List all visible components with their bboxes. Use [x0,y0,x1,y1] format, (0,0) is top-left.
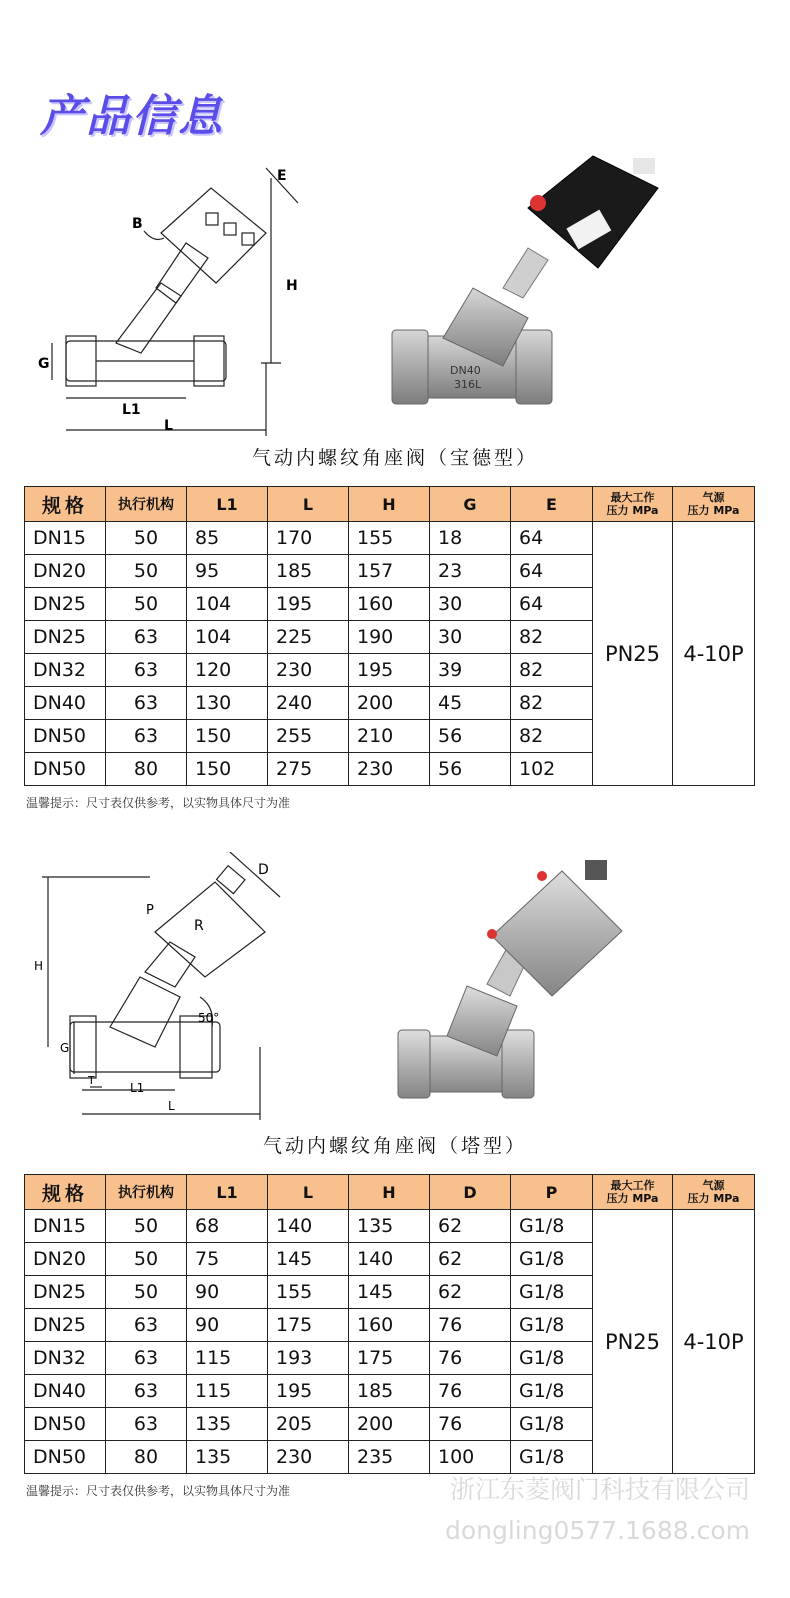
table-cell: DN25 [25,621,106,654]
table-cell: 76 [430,1342,511,1375]
table-cell: 63 [106,654,187,687]
table-cell: 82 [511,687,593,720]
header-spec: 规格 [25,487,106,522]
table-cell: 130 [187,687,268,720]
table-cell: 63 [106,1375,187,1408]
table-cell: 95 [187,555,268,588]
header-l1: L1 [187,487,268,522]
table-cell: 82 [511,654,593,687]
table-cell: 62 [430,1210,511,1243]
dim-label-d: D [258,862,269,878]
table-cell: 200 [349,1408,430,1441]
table-cell: 76 [430,1309,511,1342]
header-h: H [349,1175,430,1210]
table-cell: 140 [349,1243,430,1276]
table-cell: 115 [187,1342,268,1375]
table-cell: 240 [268,687,349,720]
dim-label-angle: 50° [198,1011,220,1025]
table-header-row [25,1175,755,1210]
table-cell: 45 [430,687,511,720]
table-cell: 56 [430,720,511,753]
header-max-pressure: 最大工作 压力 MPa [593,1175,673,1210]
table-cell: DN50 [25,1441,106,1474]
table-cell: 90 [187,1276,268,1309]
photo-marking-2: 316L [454,378,482,391]
table-cell: 160 [349,588,430,621]
header-actuator: 执行机构 [106,1175,187,1210]
dim-label-r: R [194,918,204,934]
table-cell: 255 [268,720,349,753]
table-cell: 205 [268,1408,349,1441]
table-cell: 150 [187,753,268,786]
table-cell: 115 [187,1375,268,1408]
table-cell: 170 [268,522,349,555]
table-cell: G1/8 [511,1210,593,1243]
header-h: H [349,487,430,522]
table-cell: 100 [430,1441,511,1474]
table-row [25,1210,755,1243]
photo-marking-1: DN40 [450,364,481,377]
spec-table-2 [24,1174,755,1474]
table-cell: DN32 [25,654,106,687]
table-cell: 82 [511,621,593,654]
table-cell: 30 [430,621,511,654]
valve-photo-2 [392,856,642,1106]
dim-label-l: L [164,418,173,434]
dim-label-l1: L1 [130,1081,145,1095]
table-cell: 193 [268,1342,349,1375]
table-cell: DN25 [25,588,106,621]
table-cell: 185 [268,555,349,588]
table-cell: 104 [187,621,268,654]
dim-label-t: T [88,1074,95,1087]
table-cell: 63 [106,1309,187,1342]
table-cell: 195 [268,588,349,621]
table-cell: DN15 [25,522,106,555]
table-cell: G1/8 [511,1408,593,1441]
table-cell: DN50 [25,1408,106,1441]
table-cell: 18 [430,522,511,555]
table-cell: 68 [187,1210,268,1243]
dim-label-l: L [168,1099,175,1113]
table-cell: 39 [430,654,511,687]
table-cell: DN40 [25,687,106,720]
table-cell: 50 [106,1243,187,1276]
table-cell: 50 [106,588,187,621]
header-g: G [430,487,511,522]
table-cell: 155 [268,1276,349,1309]
table-cell: 275 [268,753,349,786]
table-cell: 104 [187,588,268,621]
dim-label-l1: L1 [122,402,141,418]
table-cell: 64 [511,588,593,621]
dim-label-h: H [286,278,298,294]
table-cell: 75 [187,1243,268,1276]
table-cell: 50 [106,1210,187,1243]
table-cell: 50 [106,555,187,588]
table-cell: 63 [106,687,187,720]
table-cell: 80 [106,753,187,786]
disclaimer-note-1: 温馨提示：尺寸表仅供参考，以实物具体尺寸为准 [26,796,291,810]
dim-label-g: G [38,356,50,372]
valve-dimension-drawing-2 [30,852,320,1120]
table-caption-2: 气动内螺纹角座阀（塔型） [262,1135,527,1157]
dim-label-p: P [146,903,154,918]
valve-dimension-drawing-1 [36,158,316,440]
table-cell: 135 [187,1441,268,1474]
table-cell: 195 [349,654,430,687]
header-air-pressure: 气源 压力 MPa [673,487,755,522]
table-cell: DN25 [25,1309,106,1342]
table-cell: 195 [268,1375,349,1408]
table-cell: 90 [187,1309,268,1342]
table-cell: 175 [268,1309,349,1342]
table-cell: 62 [430,1276,511,1309]
table-cell: 76 [430,1408,511,1441]
watermark-company: 浙江东菱阀门科技有限公司 [449,1475,750,1504]
table-cell: 80 [106,1441,187,1474]
table-cell: 210 [349,720,430,753]
table-cell: 64 [511,555,593,588]
header-e: E [511,487,593,522]
header-l: L [268,487,349,522]
table-cell: 64 [511,522,593,555]
max-pressure-value: PN25 [593,522,673,786]
table-cell: 200 [349,687,430,720]
table-cell: 157 [349,555,430,588]
table-cell: 135 [187,1408,268,1441]
table-cell: DN32 [25,1342,106,1375]
table-cell: 175 [349,1342,430,1375]
disclaimer-note-2: 温馨提示：尺寸表仅供参考，以实物具体尺寸为准 [26,1484,291,1498]
table-cell: 63 [106,1342,187,1375]
table-cell: G1/8 [511,1243,593,1276]
header-l: L [268,1175,349,1210]
dim-label-h: H [34,959,44,973]
table-cell: G1/8 [511,1441,593,1474]
table-cell: 235 [349,1441,430,1474]
table-cell: 23 [430,555,511,588]
air-pressure-value: 4-10P [673,522,755,786]
header-p: P [511,1175,593,1210]
dim-label-g: G [60,1041,70,1055]
watermark-url: dongling0577.1688.com [444,1516,750,1545]
table-cell: 102 [511,753,593,786]
table-cell: DN50 [25,720,106,753]
table-cell: DN15 [25,1210,106,1243]
dim-label-b: B [132,216,143,232]
page-heading: 产品信息 [40,91,224,142]
table-header-row [25,487,755,522]
table-cell: G1/8 [511,1342,593,1375]
table-cell: 30 [430,588,511,621]
table-cell: 50 [106,522,187,555]
table-cell: G1/8 [511,1375,593,1408]
table-row [25,522,755,555]
table-cell: 50 [106,1276,187,1309]
header-max-pressure: 最大工作 压力 MPa [593,487,673,522]
table-cell: 140 [268,1210,349,1243]
table-cell: 62 [430,1243,511,1276]
table-cell: 63 [106,1408,187,1441]
header-air-pressure: 气源 压力 MPa [673,1175,755,1210]
table-cell: 185 [349,1375,430,1408]
table-caption-1: 气动内螺纹角座阀（宝德型） [251,447,538,469]
header-actuator: 执行机构 [106,487,187,522]
dim-label-e: E [277,168,287,184]
table-cell: 63 [106,621,187,654]
table-cell: 56 [430,753,511,786]
header-l1: L1 [187,1175,268,1210]
table-cell: DN40 [25,1375,106,1408]
table-cell: 230 [268,1441,349,1474]
table-cell: G1/8 [511,1276,593,1309]
table-cell: DN20 [25,1243,106,1276]
table-cell: 145 [268,1243,349,1276]
header-d: D [430,1175,511,1210]
valve-photo-1 [388,148,678,410]
table-cell: DN20 [25,555,106,588]
table-cell: G1/8 [511,1309,593,1342]
table-cell: DN50 [25,753,106,786]
table-cell: 160 [349,1309,430,1342]
table-cell: 145 [349,1276,430,1309]
air-pressure-value: 4-10P [673,1210,755,1474]
table-cell: 230 [268,654,349,687]
table-cell: 135 [349,1210,430,1243]
spec-table-1 [24,486,755,786]
table-cell: 190 [349,621,430,654]
table-cell: 155 [349,522,430,555]
table-cell: 85 [187,522,268,555]
table-cell: 76 [430,1375,511,1408]
table-cell: 225 [268,621,349,654]
table-cell: 120 [187,654,268,687]
table-cell: 82 [511,720,593,753]
header-spec: 规格 [25,1175,106,1210]
table-cell: DN25 [25,1276,106,1309]
table-cell: 150 [187,720,268,753]
table-cell: 63 [106,720,187,753]
table-cell: 230 [349,753,430,786]
max-pressure-value: PN25 [593,1210,673,1474]
